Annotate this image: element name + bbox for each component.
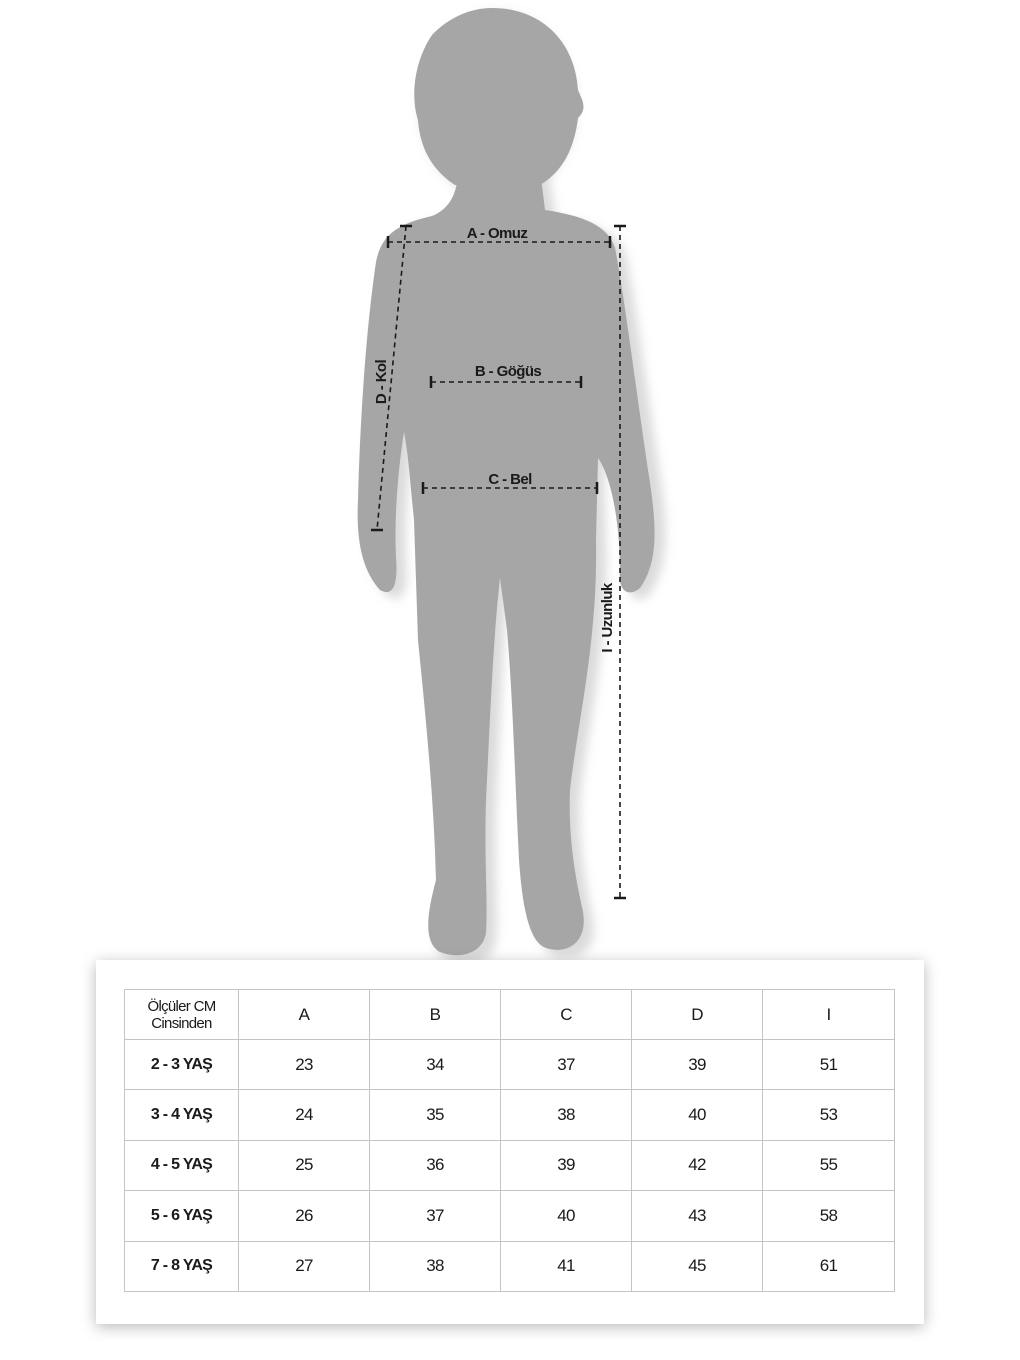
table-cell: 45: [632, 1241, 763, 1291]
table-cell: 39: [632, 1040, 763, 1090]
corner-header-line-1: Ölçüler CM: [147, 997, 216, 1015]
column-header-a: A: [239, 990, 370, 1040]
size-table-card: [96, 960, 924, 1324]
table-cell: 42: [632, 1140, 763, 1190]
corner-header-line-2: Cinsinden: [151, 1014, 212, 1032]
table-header-row: [125, 990, 895, 1040]
table-cell: 38: [501, 1090, 632, 1140]
table-cell: 25: [239, 1140, 370, 1190]
table-cell: 40: [501, 1191, 632, 1241]
row-label: 7 - 8 YAŞ: [125, 1241, 239, 1291]
table-cell: 27: [239, 1241, 370, 1291]
column-header-d: D: [632, 990, 763, 1040]
sleeve-label: D - Kol: [373, 359, 390, 405]
row-label: 2 - 3 YAŞ: [125, 1040, 239, 1090]
table-row: [125, 1040, 895, 1090]
waist-label: C - Bel: [488, 471, 532, 488]
chest-label: B - Göğüs: [474, 363, 542, 380]
table-row: [125, 1140, 895, 1190]
column-header-i: I: [763, 990, 895, 1040]
table-cell: 40: [632, 1090, 763, 1140]
row-label: 5 - 6 YAŞ: [125, 1191, 239, 1241]
table-cell: 36: [370, 1140, 501, 1190]
table-cell: 55: [763, 1140, 895, 1190]
table-cell: 38: [370, 1241, 501, 1291]
length-label: I - Uzunluk: [599, 583, 616, 653]
table-cell: 23: [239, 1040, 370, 1090]
table-cell: 37: [370, 1191, 501, 1241]
table-cell: 58: [763, 1191, 895, 1241]
table-cell: 39: [501, 1140, 632, 1190]
table-cell: 37: [501, 1040, 632, 1090]
table-row: [125, 1191, 895, 1241]
column-header-b: B: [370, 990, 501, 1040]
row-label: 3 - 4 YAŞ: [125, 1090, 239, 1140]
table-cell: 34: [370, 1040, 501, 1090]
table-row: [125, 1241, 895, 1291]
corner-header: [125, 990, 239, 1040]
shoulder-label: A - Omuz: [466, 225, 528, 242]
column-header-c: C: [501, 990, 632, 1040]
table-cell: 24: [239, 1090, 370, 1140]
head: [414, 8, 583, 185]
table-row: [125, 1090, 895, 1140]
row-label: 4 - 5 YAŞ: [125, 1140, 239, 1190]
table-cell: 35: [370, 1090, 501, 1140]
table-cell: 26: [239, 1191, 370, 1241]
table-cell: 53: [763, 1090, 895, 1140]
table-cell: 51: [763, 1040, 895, 1090]
table-cell: 41: [501, 1241, 632, 1291]
table-cell: 61: [763, 1241, 895, 1291]
table-cell: 43: [632, 1191, 763, 1241]
size-table: [124, 989, 895, 1292]
